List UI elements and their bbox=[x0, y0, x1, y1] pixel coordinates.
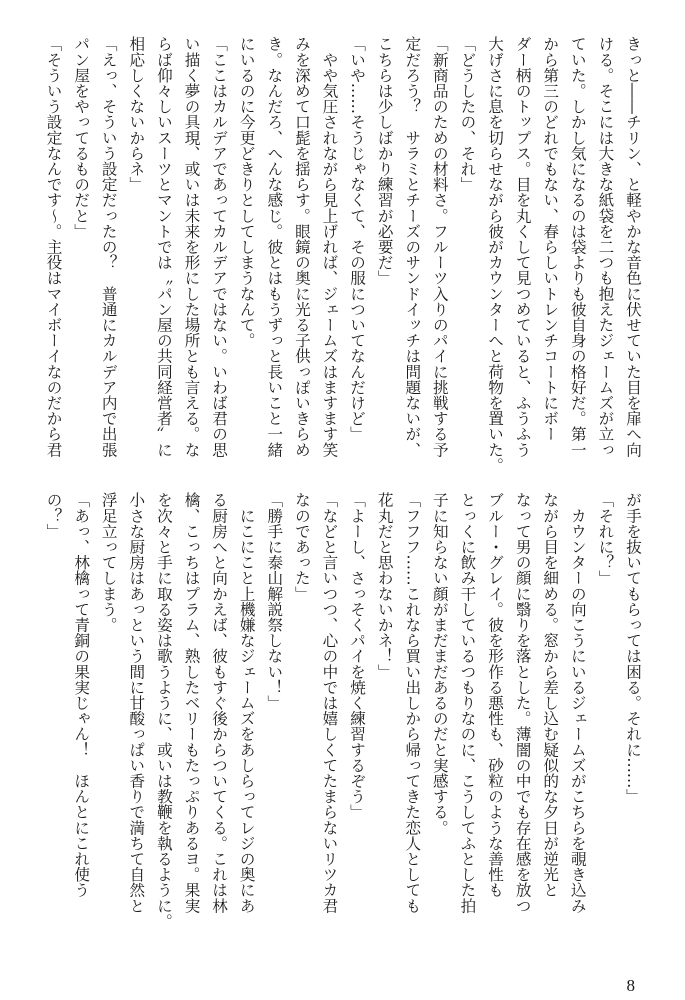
text-line: 子に知らない顔がまだまだあるのだと実感する。 bbox=[430, 492, 449, 836]
text-line: 「どうしたの、それ」 bbox=[458, 36, 477, 192]
text-line: 「などと言いつつ、心の中では嬉しくてたまらないリツカ君 bbox=[320, 492, 339, 914]
text-line: 「勝手に泰山解説祭しない！」 bbox=[265, 492, 284, 711]
text-line: 花丸だと思わないかネ！」 bbox=[375, 492, 394, 680]
text-line: らば仰々しいスーツとマントでは〝パン屋の共同経営者〟に bbox=[154, 36, 173, 458]
text-line: 小さな厨房はあっという間に甘酸っぱい香りで満ちて自然と bbox=[127, 492, 146, 914]
lower-text-block bbox=[39, 492, 646, 929]
text-line: 定だろう？ サラミとチーズのサンドイッチは問題ないが、 bbox=[403, 36, 422, 458]
text-line: 「えっ、そういう設定だったの？ 普通にカルデア内で出張 bbox=[99, 36, 118, 458]
text-line: い描く夢の具現、或いは未来を形にした場所とも言える。な bbox=[182, 36, 201, 458]
text-line: ける。そこには大きな紙袋を二つも抱えたジェームズが立っ bbox=[596, 36, 615, 458]
text-line: にこにこと上機嫌なジェームズをあしらってレジの奥にあ bbox=[237, 492, 256, 914]
text-line: みを深めて口髭を揺らす。眼鏡の奥に光る子供っぽいきらめ bbox=[292, 36, 311, 458]
text-line: とっくに飲み干しているつもりなのに、こうしてふとした拍 bbox=[458, 492, 477, 914]
text-line: 「それに？」 bbox=[596, 492, 615, 586]
text-line: 「あっ、林檎って青銅の果実じゃん！ ほんとにこれ使う bbox=[72, 492, 91, 898]
text-line: ダー柄のトップス。目を丸くして見つめていると、ふうふう bbox=[513, 36, 532, 458]
text-line: から第三のどれでもない、春らしいトレンチコートにボー bbox=[541, 36, 560, 442]
text-line: 「よーし、さっそくパイを焼く練習するぞう」 bbox=[348, 492, 367, 820]
text-line: カウンターの向こうにいるジェームズがこちらを覗き込み bbox=[568, 492, 587, 914]
text-line: きっと――チリン、と軽やかな音色に伏せていた目を扉へ向 bbox=[624, 36, 642, 458]
text-line: やや気圧されながら見上げれば、ジェームズはますます笑 bbox=[320, 36, 339, 458]
text-line: 浮足立ってしまう。 bbox=[99, 492, 118, 633]
text-line: 「新商品のための材料さ。フルーツ入りのパイに挑戦する予 bbox=[430, 36, 449, 458]
text-line: こちらは少しばかり練習が必要だ」 bbox=[375, 36, 394, 286]
text-line: 「そういう設定なんです～。主役はマイボーイなのだから君 bbox=[44, 36, 63, 458]
text-line: ブルー・グレイ。彼を形作る悪性も、砂粒のような善性も bbox=[486, 492, 505, 898]
upper-text-block bbox=[39, 36, 646, 473]
text-line: ていた。しかし気になるのは袋よりも彼自身の格好だ。第一 bbox=[568, 36, 587, 458]
text-line: にいるのに今更どきりとしてしまうなんて。 bbox=[237, 36, 256, 348]
text-line: ながら目を細める。窓から差し込む疑似的な夕日が逆光と bbox=[541, 492, 560, 898]
text-line: を次々と手に取る姿は歌うように、或いは教鞭を執るように。 bbox=[154, 492, 173, 929]
text-line: が手を抜いてもらっては困る。それに……」 bbox=[624, 492, 642, 804]
text-line: 大げさに息を切らせながら彼がカウンターへと荷物を置いた。 bbox=[486, 36, 505, 473]
text-line: き。なんだろ、へんな感じ。彼とはもうずっと長いこと一緒 bbox=[265, 36, 284, 458]
text-line: の？」 bbox=[44, 492, 63, 539]
page-number: 8 bbox=[626, 976, 635, 995]
text-line: 檎、こっちはプラム、熟したベリーもたっぷりあるヨ。果実 bbox=[182, 492, 201, 914]
text-line: る厨房へと向かえば、彼もすぐ後からついてくる。これは林 bbox=[210, 492, 229, 914]
text-line: 「フフフ……これなら買い出しから帰ってきた恋人としても bbox=[403, 492, 422, 914]
text-line: 「ここはカルデアであってカルデアではない。いわば君の思 bbox=[210, 36, 229, 458]
text-line: 相応しくないからネ」 bbox=[127, 36, 146, 192]
text-line: なのであった」 bbox=[292, 492, 311, 602]
text-line: 「いや……そうじゃなくて、その服についてなんだけど」 bbox=[348, 36, 367, 442]
text-line: パン屋をやってるものだと」 bbox=[72, 36, 91, 239]
text-line: なって男の顔に翳りを落とした。薄闇の中でも存在感を放つ bbox=[513, 492, 532, 914]
